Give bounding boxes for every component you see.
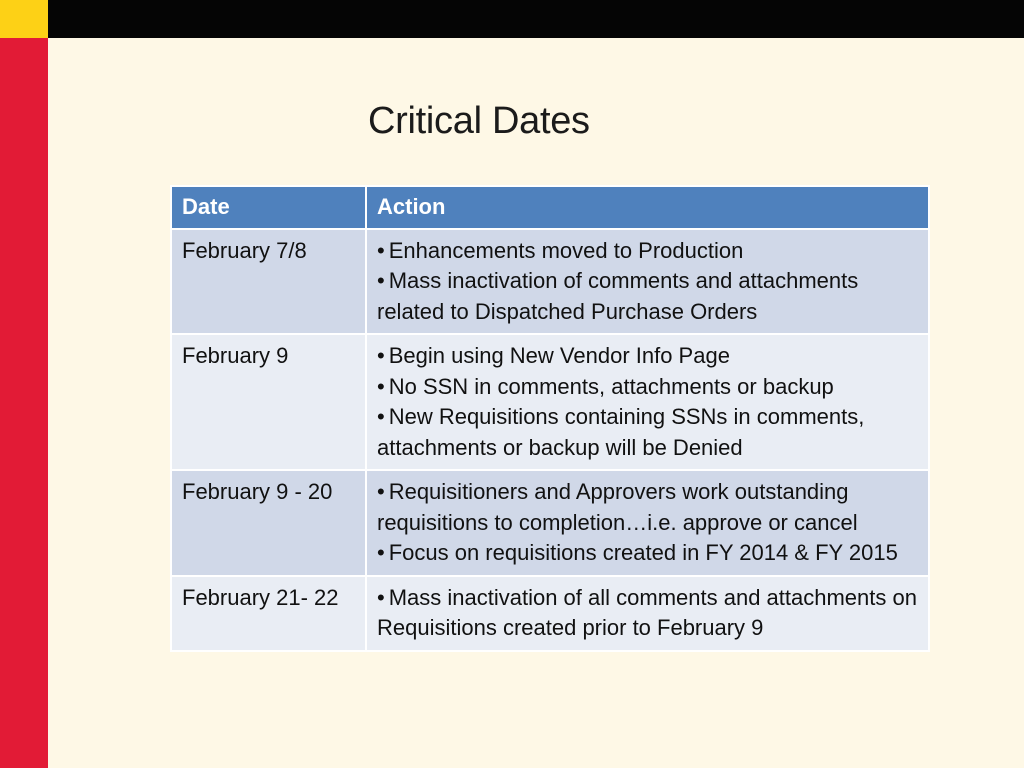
header-action: Action xyxy=(366,186,929,229)
bullet-icon: • xyxy=(377,584,385,610)
bullet-icon: • xyxy=(377,237,385,263)
action-item: • Requisitioners and Approvers work outstanding requisitions to completion…i.e. approve or cancel xyxy=(377,479,858,535)
action-cell xyxy=(366,334,929,470)
left-accent-bar xyxy=(0,38,48,768)
action-item: • New Requisitions containing SSNs in comments, attachments or backup will be Denied xyxy=(377,404,865,460)
bullet-icon: • xyxy=(377,404,385,429)
bullet-icon: • xyxy=(377,268,385,293)
action-cell xyxy=(366,229,929,335)
bullet-icon: • xyxy=(377,373,385,399)
header-date: Date xyxy=(171,186,366,229)
action-item: • No SSN in comments, attachments or backup xyxy=(377,373,834,399)
slide-title: Critical Dates xyxy=(368,100,590,142)
action-item: • Begin using New Vendor Info Page xyxy=(377,343,730,368)
bullet-icon: • xyxy=(377,343,385,368)
date-cell: February 9 - 20 xyxy=(171,470,366,576)
table-row xyxy=(171,576,929,651)
bullet-icon: • xyxy=(377,479,385,504)
table-row xyxy=(171,470,929,576)
date-cell: February 21- 22 xyxy=(171,576,366,651)
date-cell: February 9 xyxy=(171,334,366,470)
action-item: • Enhancements moved to Production xyxy=(377,237,744,263)
top-bar xyxy=(0,0,1024,38)
critical-dates-table xyxy=(170,185,930,652)
table-row xyxy=(171,229,929,335)
corner-accent xyxy=(0,0,48,38)
table-row xyxy=(171,334,929,470)
action-item: • Mass inactivation of all comments and attachments on Requisitions created prior to February 9 xyxy=(377,584,917,640)
action-cell xyxy=(366,470,929,576)
action-item: • Mass inactivation of comments and attachments related to Dispatched Purchase Orders xyxy=(377,268,859,324)
bullet-icon: • xyxy=(377,540,385,565)
action-item: • Focus on requisitions created in FY 2014 & FY 2015 xyxy=(377,540,898,565)
action-cell xyxy=(366,576,929,651)
date-cell: February 7/8 xyxy=(171,229,366,335)
table-header-row xyxy=(171,186,929,229)
